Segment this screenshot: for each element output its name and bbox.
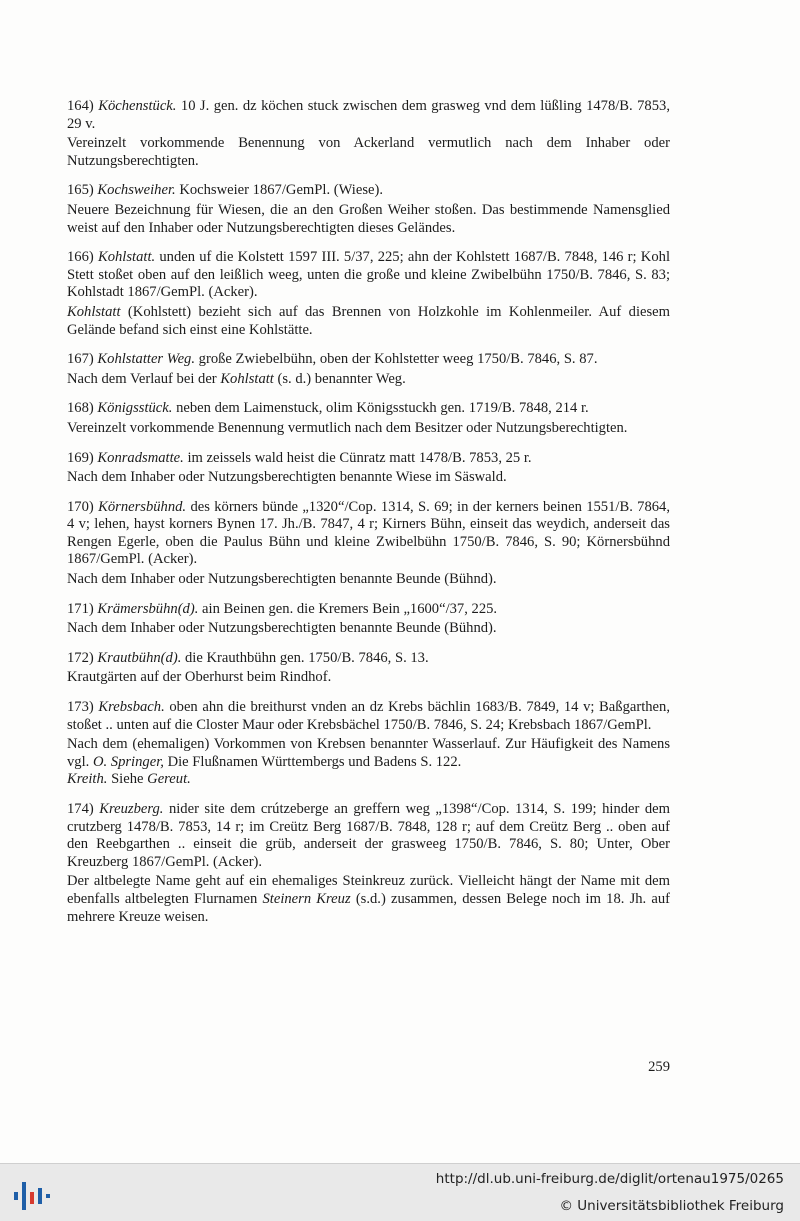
entry-name: Krautbühn(d).: [97, 649, 182, 666]
ub-freiburg-logo-icon: [8, 1178, 52, 1214]
entry-name: Krämersbühn(d).: [97, 600, 199, 617]
copyright-notice: © Universitätsbibliothek Freiburg: [559, 1198, 784, 1214]
viewer-footer: [0, 1163, 800, 1221]
entry-171: 171) Krämersbühn(d). ain Beinen gen. die Kremers Bein „1600“/37, 225. Nach dem Inhaber oder Nutzungsberechtigten benannte Beunde (Bühnd).: [67, 600, 498, 637]
entry-174: 174) Kreuzberg. nider site dem crútzeberge an greffern weg „1398“/Cop. 1314, S. 199; hinder dem crutzberg 1478/B. 7853, 14 r; im Creütz Berg 1687/B. 7848, 128 r; auf dem Creütz Berg .. oben auf den Reebgarthen .. einseit die grüb, anderseit der grasweeg 1750/B. 7846, S. 80; Unter, Ober Kreuzberg 1867/GemPl. (Acker). Der altbelegte Name geht auf ein ehemaliges Steinkreuz zurück. Vielleicht hängt der Name mit dem ebenfalls altbelegten Flurnamen Steinern Kreuz (s.d.) zusammen, dessen Belege noch im 18. Jh. auf mehrere Kreuze weisen.: [67, 801, 671, 925]
page-number: 259: [648, 1059, 670, 1075]
entry-name: Krebsbach.: [98, 699, 165, 716]
entry-167: 167) Kohlstatter Weg. große Zwiebelbühn, oben der Kohlstetter weeg 1750/B. 7846, S. 87. Nach dem Verlauf bei der Kohlstatt (s. d.) benannter Weg.: [67, 351, 598, 387]
entry-name: Kohlstatter Weg.: [97, 351, 195, 368]
entry-173: 173) Krebsbach. oben ahn die breithurst vnden an dz Krebs bächlin 1683/B. 7849, 14 v; Baßgarthen, stoßet .. unten auf die Closter Maur oder Krebsbächel 1750/B. 7846, S. 24; Krebsbach 1867/GemPl. Nach dem (ehemaligen) Vorkommen von Krebsen benannter Wasserlauf. Zur Häufigkeit des Namens vgl. O. Springer, Die Flußnamen Württembergs und Badens S. 122. Kreith. Siehe Gereut.: [67, 699, 670, 788]
cross-reference: Kreith. Siehe Gereut.: [67, 771, 191, 788]
entry-166: 166) Kohlstatt. unden uf die Kolstett 1597 III. 5/37, 225; ahn der Kohlstett 1687/B. 7848, 146 r; Kohl Stett stoßet oben auf den leißlich weeg, unten die große und kleine Zwibelbühn 1750/B. 7846, S. 83; Kohlstadt 1867/GemPl. (Acker). Kohlstatt (Kohlstett) bezieht sich auf das Brennen von Holzkohle im Kohlenmeiler. Auf diesem Gelände befand sich einst eine Kohlstätte.: [67, 249, 670, 338]
entry-172: 172) Krautbühn(d). die Krauthbühn gen. 1750/B. 7846, S. 13. Krautgärten auf der Oberhurst beim Rindhof.: [67, 649, 429, 686]
entry-name: Köchenstück.: [98, 98, 177, 114]
entry-name: Königsstück.: [97, 400, 173, 417]
entry-name: Kreuzberg.: [99, 801, 164, 817]
entry-name: Körnersbühnd.: [98, 498, 187, 515]
permalink-url[interactable]: http://dl.ub.uni-freiburg.de/diglit/ortenau1975/0265: [435, 1171, 784, 1187]
entry-name: Konradsmatte.: [97, 449, 184, 466]
entry-170: 170) Körnersbühnd. des körners bünde „1320“/Cop. 1314, S. 69; in der kerners beinen 1551/B. 7864, 4 v; lehen, hayst korners Bynen 17. Jh./B. 7847, 4 r; Kirners Bühn, einseit das weydich, anderseit das Rengen Egerle, oben die Paulus Bühn und kleine Zwibelbühn 1750/B. 7846, S. 90; Körnersbühnd 1867/GemPl. (Acker). Nach dem Inhaber oder Nutzungsberechtigten benannte Beunde (Bühnd).: [67, 498, 671, 588]
entries-column: [67, 98, 670, 938]
entry-165: 165) Kochsweiher. Kochsweier 1867/GemPl. (Wiese). Neuere Bezeichnung für Wiesen, die an den Großen Weiher stoßen. Das bestimmende Namensglied weist auf den Inhaber oder Nutzungsberechtigten dieses Geländes.: [67, 182, 670, 236]
entry-169: 169) Konradsmatte. im zeissels wald heist die Cünratz matt 1478/B. 7853, 25 r. Nach dem Inhaber oder Nutzungsberechtigten benannte Wiese im Säswald.: [67, 449, 532, 486]
entry-164: 164) Köchenstück. 10 J. gen. dz köchen stuck zwischen dem grasweg vnd dem lüßling 1478/B. 7853, 29 v. Vereinzelt vorkommende Benennung von Ackerland vermutlich nach dem Inhaber oder Nutzungsberechtigten.: [67, 98, 670, 169]
entry-168: 168) Königsstück. neben dem Laimenstuck, olim Königsstuckh gen. 1719/B. 7848, 214 r. Vereinzelt vorkommende Benennung vermutlich nach dem Besitzer oder Nutzungsberechtigten.: [67, 400, 628, 436]
entry-name: Kochsweiher.: [97, 182, 176, 199]
entry-name: Kohlstatt.: [97, 249, 156, 266]
